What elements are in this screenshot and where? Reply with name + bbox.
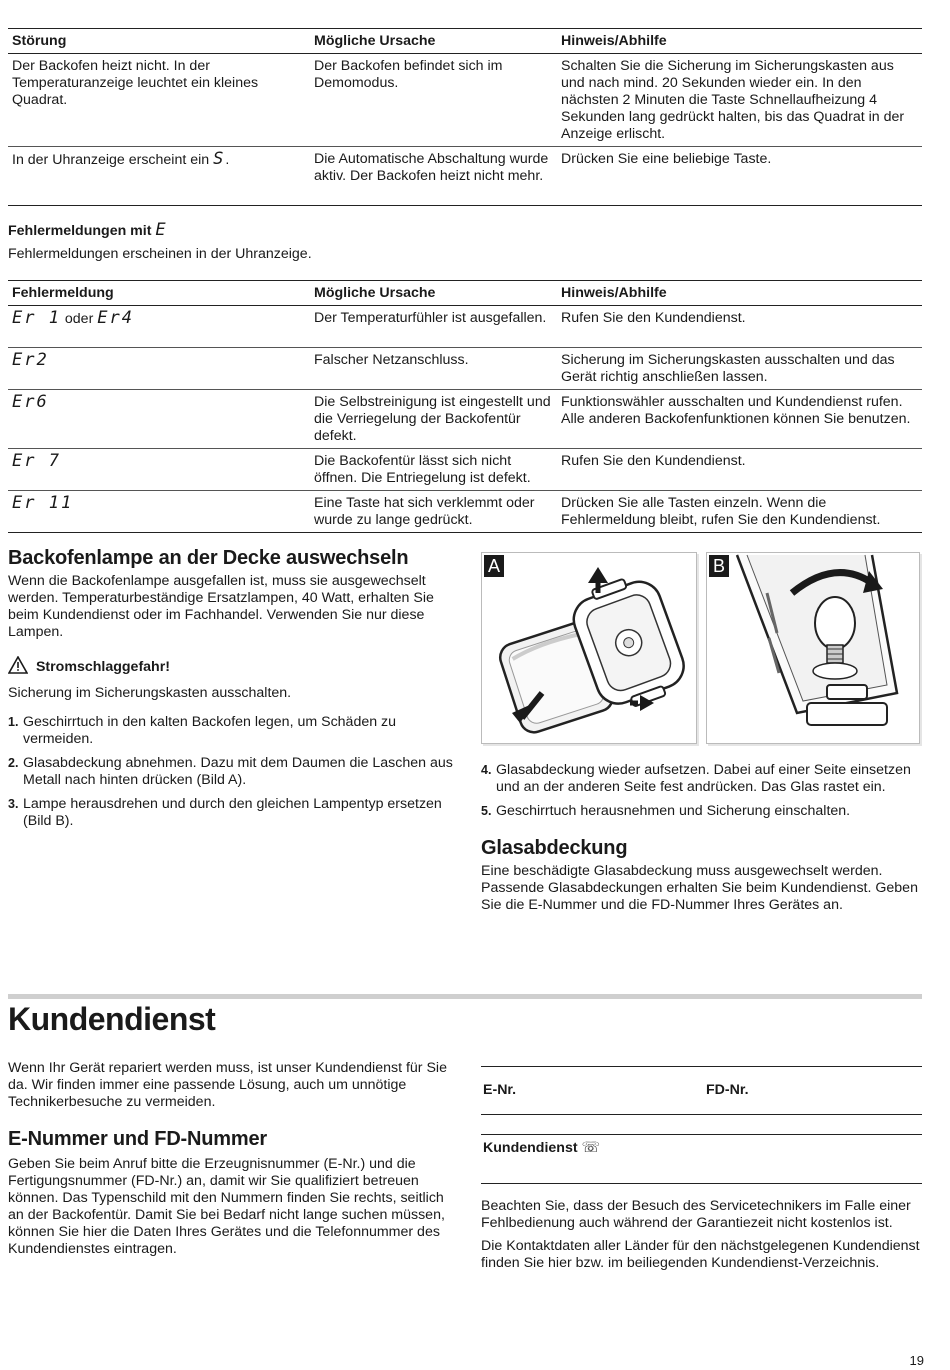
lamp-unscrewing-illustration [707, 553, 919, 743]
table-row [8, 390, 922, 449]
table-header-row [8, 29, 922, 54]
lamp-steps-right [481, 762, 921, 914]
table-cell: Der Backofen heizt nicht. In der Temperaturanzeige leuchtet ein kleines Quadrat. [8, 54, 310, 147]
glass-cover-removal-illustration [482, 553, 696, 743]
form-rule [481, 1114, 922, 1115]
table-cell: Der Temperaturfühler ist ausgefallen. [310, 306, 557, 348]
table-cell: Rufen Sie den Kundendienst. [557, 449, 922, 491]
step-text: Geschirrtuch herausnehmen und Sicherung einschalten. [496, 803, 851, 819]
steps-left [8, 714, 458, 830]
table-cell: Drücken Sie eine beliebige Taste. [557, 147, 922, 206]
error-code: Er 11 [12, 493, 74, 513]
service-note: Beachten Sie, dass der Besuch des Servicetechnikers im Falle einer Fehlbedienung auch während der Garantiezeit nicht kostenlos ist. [481, 1198, 911, 1231]
service-note: Die Kontaktdaten aller Länder für den nächstgelegenen Kundendienst finden Sie hier bzw. im beiliegenden Kundendienst-Verzeichnis. [481, 1238, 920, 1271]
table-row [8, 348, 922, 390]
step-text: Lampe herausdrehen und durch den gleichen Lampentyp ersetzen (Bild B). [23, 796, 442, 829]
service-left-column [8, 1060, 453, 1258]
cell-text: oder [64, 311, 94, 327]
errors-intro: Fehlermeldungen erscheinen in der Uhranzeige. [8, 246, 312, 262]
step-text: Geschirrtuch in den kalten Backofen legen, um Schäden zu vermeiden. [23, 714, 397, 747]
error-codes-table [8, 280, 922, 533]
column-header: Hinweis/Abhilfe [557, 29, 922, 54]
table-cell: Der Backofen befindet sich im Demomodus. [310, 54, 557, 147]
table-cell: Drücken Sie alle Tasten einzeln. Wenn die Fehlermeldung bleibt, rufen Sie den Kundendienst. [557, 491, 922, 533]
error-code: Er2 [12, 350, 49, 370]
enr-label: E-Nr. [483, 1082, 517, 1098]
service-phone-label: Kundendienst [483, 1140, 578, 1156]
service-phone-field [483, 1139, 600, 1157]
table-row [8, 147, 922, 206]
table-cell: Falscher Netzanschluss. [310, 348, 557, 390]
image-label-a: A [484, 555, 504, 577]
glass-text: Eine beschädigte Glasabdeckung muss ausgewechselt werden. Passende Glasabdeckungen erhalten Sie beim Kundendienst. Geben Sie die E-Nummer und die FD-Nummer Ihres Gerätes an. [481, 863, 918, 913]
step-number: 4. [481, 763, 492, 777]
column-header: Störung [8, 29, 310, 54]
table-cell: Die Backofentür lässt sich nicht öffnen. Die Entriegelung ist defekt. [310, 449, 557, 491]
lamp-intro: Wenn die Backofenlampe ausgefallen ist, muss sie ausgewechselt werden. Temperaturbeständige Ersatzlampen, 40 Watt, erhalten Sie beim Kundendienst oder im Fachhandel. Verwenden Sie nur diese Lampen. [8, 573, 434, 640]
service-title: Kundendienst [8, 1001, 216, 1037]
table-cell [8, 491, 310, 533]
errors-heading [8, 222, 168, 240]
table-header-row [8, 281, 922, 306]
table-row [8, 306, 922, 348]
list-item [8, 714, 458, 748]
display-symbol: S [213, 149, 226, 169]
table-cell: Rufen Sie den Kundendienst. [557, 306, 922, 348]
warning-icon [8, 656, 28, 679]
list-item [8, 755, 458, 789]
table-cell: Sicherung im Sicherungskasten ausschalten und das Gerät richtig anschließen lassen. [557, 348, 922, 390]
list-item [481, 762, 921, 796]
table-cell: Die Selbstreinigung ist eingestellt und die Verriegelung der Backofentür defekt. [310, 390, 557, 449]
service-intro: Wenn Ihr Gerät repariert werden muss, ist unser Kundendienst für Sie da. Wir finden immer eine passende Lösung, auch um unnötige Technikerbesuche zu vermeiden. [8, 1060, 447, 1110]
warning-title: Stromschlaggefahr! [35, 659, 170, 675]
table-cell [8, 306, 310, 348]
column-header: Fehlermeldung [8, 281, 310, 306]
column-header: Mögliche Ursache [310, 29, 557, 54]
form-rule [481, 1066, 922, 1067]
table-row [8, 491, 922, 533]
lamp-section [8, 546, 458, 837]
table-cell [8, 449, 310, 491]
image-label-b: B [709, 555, 729, 577]
error-code: Er 7 [12, 451, 61, 471]
errors-heading-text: Fehlermeldungen mit [8, 223, 152, 239]
table-cell [8, 348, 310, 390]
table-row [8, 449, 922, 491]
step-number: 2. [8, 756, 19, 770]
step-number: 1. [8, 715, 19, 729]
table-cell: Eine Taste hat sich verklemmt oder wurde zu lange gedrückt. [310, 491, 557, 533]
error-code: Er4 [97, 308, 134, 328]
table-cell: Die Automatische Abschaltung wurde aktiv. Der Backofen heizt nicht mehr. [310, 147, 557, 206]
glass-heading: Glasabdeckung [481, 837, 628, 859]
cell-text: . [225, 152, 230, 168]
table-cell [8, 147, 310, 206]
error-code: Er 1 [12, 308, 61, 328]
cell-text: In der Uhranzeige erscheint ein [12, 152, 210, 168]
table-cell: Schalten Sie die Sicherung im Sicherungskasten aus und nach mind. 20 Sekunden wieder ein. In den nächsten 2 Minuten die Taste Schnellaufheizung 4 Sekunden lang gedrückt halten, bis das Quadrat in der Anzeige erlischt. [557, 54, 922, 147]
display-symbol: E [155, 220, 168, 240]
form-rule [481, 1134, 922, 1135]
step-number: 3. [8, 797, 19, 811]
warning-text: Sicherung im Sicherungskasten ausschalten. [8, 685, 292, 701]
lamp-heading: Backofenlampe an der Decke auswechseln [8, 547, 409, 569]
column-header: Hinweis/Abhilfe [557, 281, 922, 306]
page-number: 19 [909, 1353, 924, 1368]
steps-right [481, 762, 921, 820]
malfunction-table [8, 28, 922, 206]
table-row [8, 54, 922, 147]
enr-heading: E-Nummer und FD-Nummer [8, 1128, 267, 1150]
step-text: Glasabdeckung abnehmen. Dazu mit dem Daumen die Laschen aus Metall nach hinten drücken (Bild A). [23, 755, 453, 788]
form-rule [481, 1183, 922, 1184]
fdnr-label: FD-Nr. [706, 1082, 749, 1098]
illustration-a [481, 552, 697, 744]
column-header: Mögliche Ursache [310, 281, 557, 306]
section-divider [8, 994, 922, 999]
phone-icon: ☏ [581, 1138, 601, 1156]
illustration-b [706, 552, 920, 744]
step-number: 5. [481, 804, 492, 818]
warning [8, 656, 458, 679]
list-item [481, 803, 921, 820]
table-cell: Funktionswähler ausschalten und Kundendienst rufen. Alle anderen Backofenfunktionen können Sie benutzen. [557, 390, 922, 449]
table-cell [8, 390, 310, 449]
step-text: Glasabdeckung wieder aufsetzen. Dabei auf einer Seite einsetzen und an der anderen Seite fest andrücken. Das Glas rastet ein. [496, 762, 911, 795]
list-item [8, 796, 458, 830]
enr-text: Geben Sie beim Anruf bitte die Erzeugnisnummer (E-Nr.) und die Fertigungsnummer (FD-Nr.) an, damit wir Sie qualifiziert betreuen können. Das Typenschild mit den Nummern finden Sie rechts, seitlich an der Backofentür. Damit Sie bei Bedarf nicht lange suchen müssen, können Sie hier die Daten Ihres Gerätes und die Telefonnummer des Kundendienstes eintragen. [8, 1156, 445, 1257]
error-code: Er6 [12, 392, 49, 412]
service-notes [481, 1198, 921, 1272]
